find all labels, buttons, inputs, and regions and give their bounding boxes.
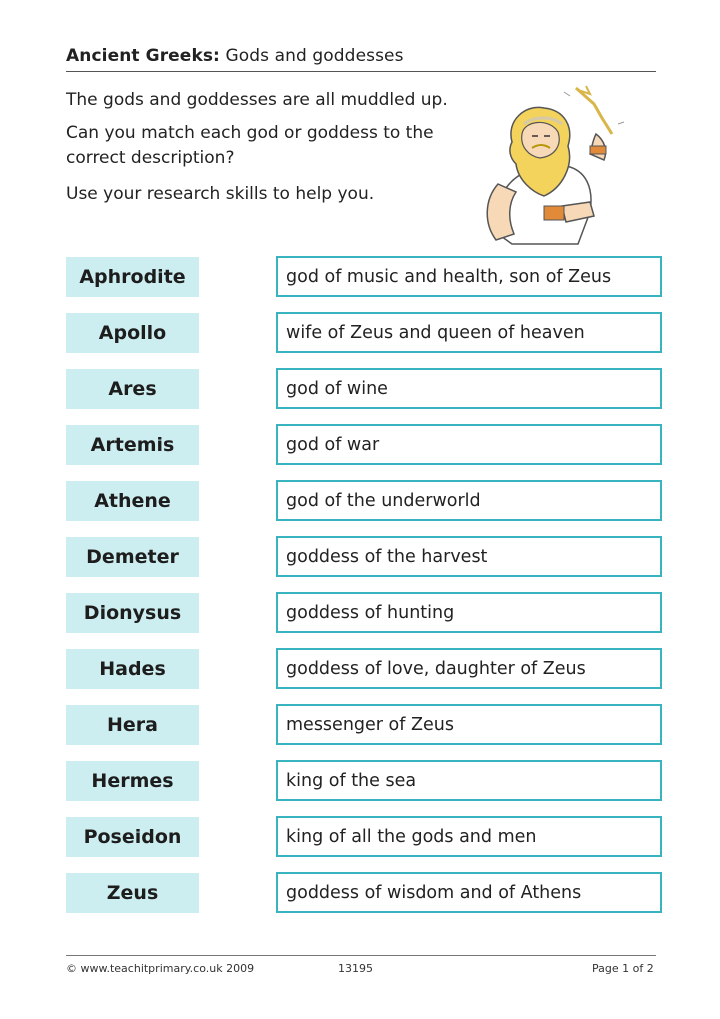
god-card: Dionysus: [66, 593, 199, 633]
footer-divider: [66, 955, 656, 956]
description-card: god of war: [276, 424, 662, 465]
description-card: messenger of Zeus: [276, 704, 662, 745]
page-title: [66, 46, 656, 66]
intro-line-2: Can you match each god or goddess to the correct description?: [66, 123, 434, 168]
footer-resource-code: 13195: [338, 962, 373, 975]
god-card: Hades: [66, 649, 199, 689]
god-card: Athene: [66, 481, 199, 521]
god-card: Hermes: [66, 761, 199, 801]
description-card: goddess of wisdom and of Athens: [276, 872, 662, 913]
god-card: Ares: [66, 369, 199, 409]
title-subject: Gods and goddesses: [225, 46, 404, 66]
description-card: god of the underworld: [276, 480, 662, 521]
god-card: Demeter: [66, 537, 199, 577]
title-topic: Ancient Greeks:: [66, 46, 220, 66]
god-card: Zeus: [66, 873, 199, 913]
god-card: Aphrodite: [66, 257, 199, 297]
god-card: Artemis: [66, 425, 199, 465]
description-card: wife of Zeus and queen of heaven: [276, 312, 662, 353]
intro-line-3: Use your research skills to help you.: [66, 184, 375, 204]
description-card: goddess of hunting: [276, 592, 662, 633]
god-card: Hera: [66, 705, 199, 745]
god-card: Apollo: [66, 313, 199, 353]
zeus-illustration: [478, 84, 654, 250]
description-card: goddess of the harvest: [276, 536, 662, 577]
footer-page-number: Page 1 of 2: [592, 962, 654, 975]
intro-line-1: The gods and goddesses are all muddled up.: [66, 90, 448, 110]
description-card: god of music and health, son of Zeus: [276, 256, 662, 297]
god-card: Poseidon: [66, 817, 199, 857]
description-card: goddess of love, daughter of Zeus: [276, 648, 662, 689]
description-card: king of the sea: [276, 760, 662, 801]
header-divider: [66, 71, 656, 72]
description-card: king of all the gods and men: [276, 816, 662, 857]
footer-copyright: © www.teachitprimary.co.uk 2009: [66, 962, 255, 975]
description-card: god of wine: [276, 368, 662, 409]
